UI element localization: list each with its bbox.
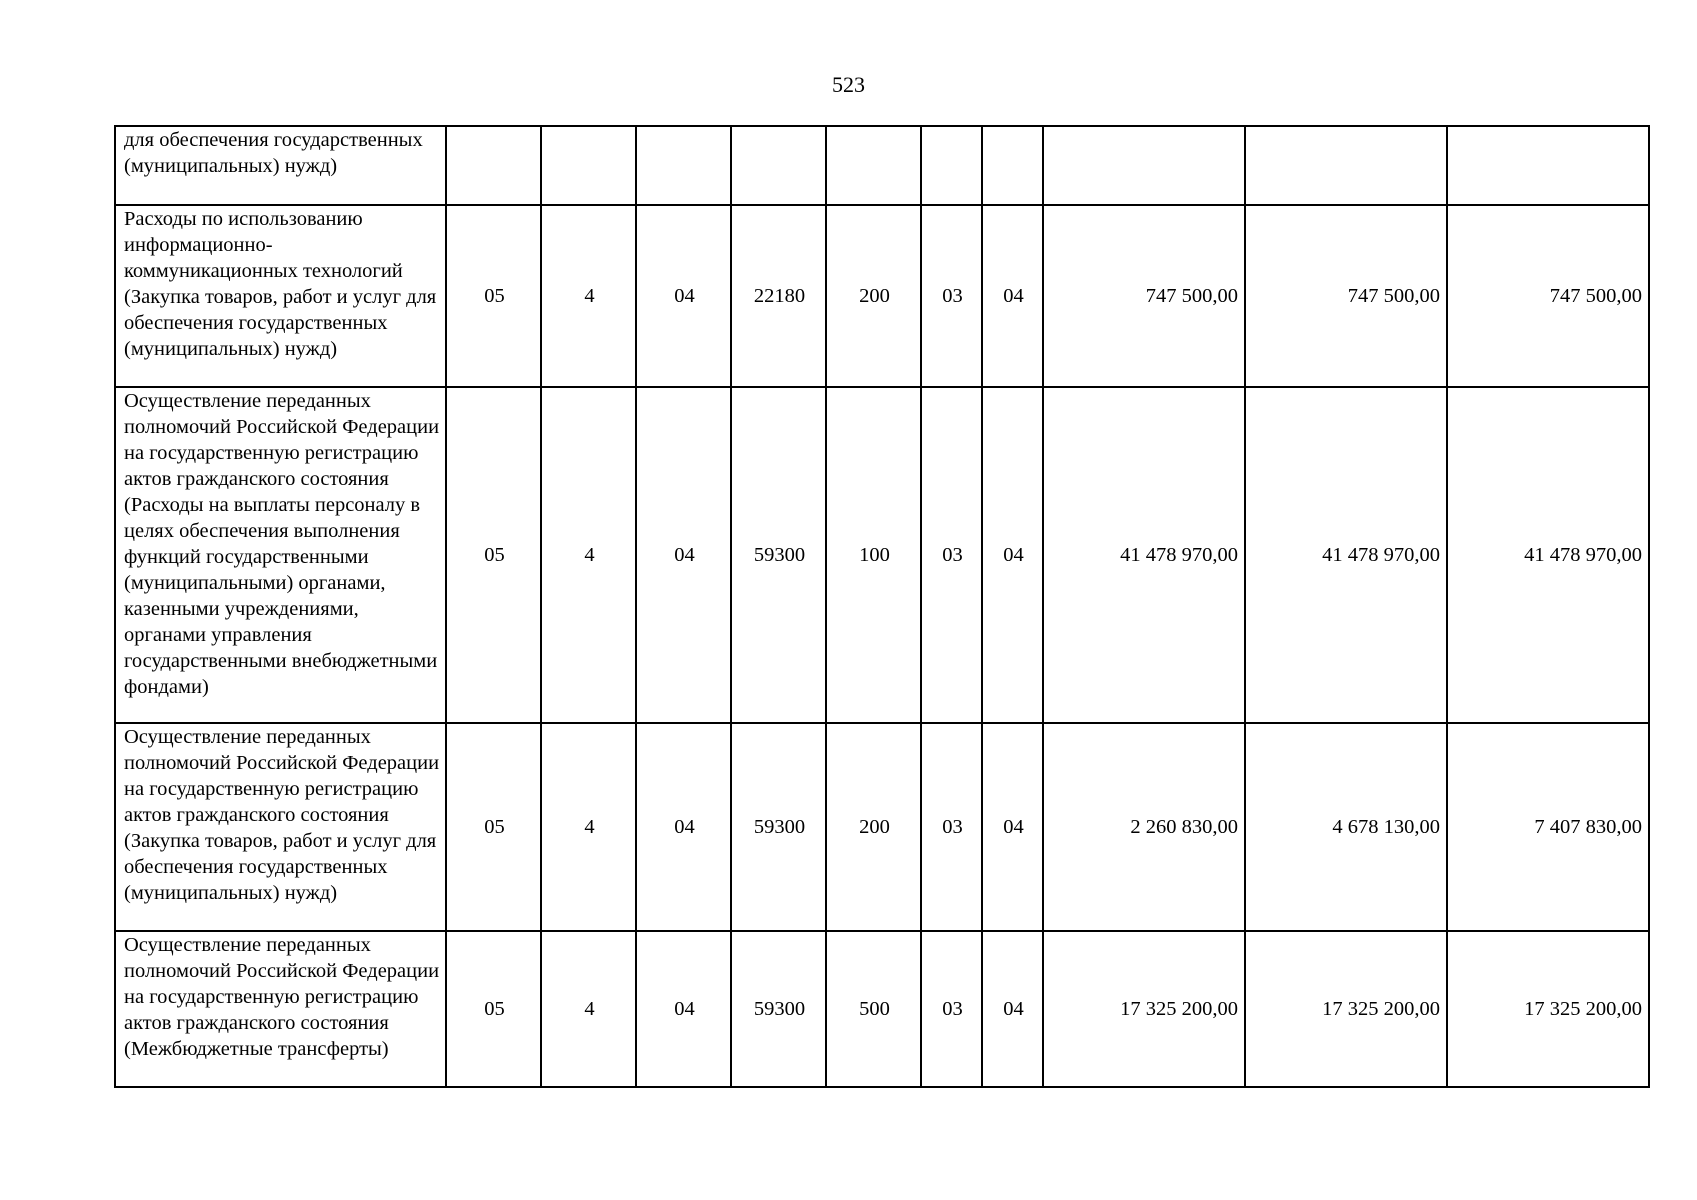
code-direction: 59300 <box>731 387 826 723</box>
code-subprogram: 4 <box>541 387 636 723</box>
code-event: 04 <box>636 387 731 723</box>
amount-year-1: 2 260 830,00 <box>1043 723 1245 931</box>
code-event: 04 <box>636 931 731 1087</box>
code-subprogram: 4 <box>541 723 636 931</box>
code-subprogram: 4 <box>541 931 636 1087</box>
amount-year-2: 17 325 200,00 <box>1245 931 1447 1087</box>
code-program: 05 <box>446 931 541 1087</box>
amount-year-2 <box>1245 126 1447 205</box>
amount-year-2: 4 678 130,00 <box>1245 723 1447 931</box>
code-direction: 22180 <box>731 205 826 387</box>
amount-year-3 <box>1447 126 1649 205</box>
code-expense-type: 200 <box>826 205 921 387</box>
amount-year-2: 41 478 970,00 <box>1245 387 1447 723</box>
amount-year-3: 7 407 830,00 <box>1447 723 1649 931</box>
code-subsection: 04 <box>982 387 1043 723</box>
code-section <box>921 126 982 205</box>
code-program: 05 <box>446 387 541 723</box>
code-section: 03 <box>921 205 982 387</box>
code-direction: 59300 <box>731 931 826 1087</box>
code-program <box>446 126 541 205</box>
amount-year-1: 41 478 970,00 <box>1043 387 1245 723</box>
code-section: 03 <box>921 723 982 931</box>
table-row <box>115 931 1649 1087</box>
code-subsection <box>982 126 1043 205</box>
code-subprogram: 4 <box>541 205 636 387</box>
amount-year-3: 747 500,00 <box>1447 205 1649 387</box>
code-section: 03 <box>921 387 982 723</box>
code-program: 05 <box>446 723 541 931</box>
code-event <box>636 126 731 205</box>
amount-year-3: 41 478 970,00 <box>1447 387 1649 723</box>
code-program: 05 <box>446 205 541 387</box>
code-direction: 59300 <box>731 723 826 931</box>
code-direction <box>731 126 826 205</box>
code-event: 04 <box>636 723 731 931</box>
code-subsection: 04 <box>982 723 1043 931</box>
amount-year-1: 17 325 200,00 <box>1043 931 1245 1087</box>
row-name: для обеспечения государственных (муниципальных) нужд) <box>115 126 446 205</box>
table-row <box>115 387 1649 723</box>
row-name: Осуществление переданных полномочий Российской Федерации на государственную регистрацию актов гражданского состояния (Закупка товаров, работ и услуг для обеспечения государственных (муниципальных) нужд) <box>115 723 446 931</box>
table-row <box>115 723 1649 931</box>
code-expense-type: 100 <box>826 387 921 723</box>
table-row <box>115 126 1649 205</box>
code-subprogram <box>541 126 636 205</box>
amount-year-2: 747 500,00 <box>1245 205 1447 387</box>
code-section: 03 <box>921 931 982 1087</box>
amount-year-1 <box>1043 126 1245 205</box>
code-event: 04 <box>636 205 731 387</box>
code-subsection: 04 <box>982 205 1043 387</box>
budget-table <box>114 125 1650 1088</box>
page-number: 523 <box>832 72 865 97</box>
code-expense-type: 500 <box>826 931 921 1087</box>
row-name: Расходы по использованию информационно-коммуникационных технологий (Закупка товаров, работ и услуг для обеспечения государственных (муниципальных) нужд) <box>115 205 446 387</box>
row-name: Осуществление переданных полномочий Российской Федерации на государственную регистрацию актов гражданского состояния (Межбюджетные трансферты) <box>115 931 446 1087</box>
amount-year-3: 17 325 200,00 <box>1447 931 1649 1087</box>
code-expense-type <box>826 126 921 205</box>
table-row <box>115 205 1649 387</box>
code-subsection: 04 <box>982 931 1043 1087</box>
code-expense-type: 200 <box>826 723 921 931</box>
amount-year-1: 747 500,00 <box>1043 205 1245 387</box>
row-name: Осуществление переданных полномочий Российской Федерации на государственную регистрацию актов гражданского состояния (Расходы на выплаты персоналу в целях обеспечения выполнения функций государственными (муниципальными) органами, казенными учреждениями, органами управления государственными внебюджетными фондами) <box>115 387 446 723</box>
